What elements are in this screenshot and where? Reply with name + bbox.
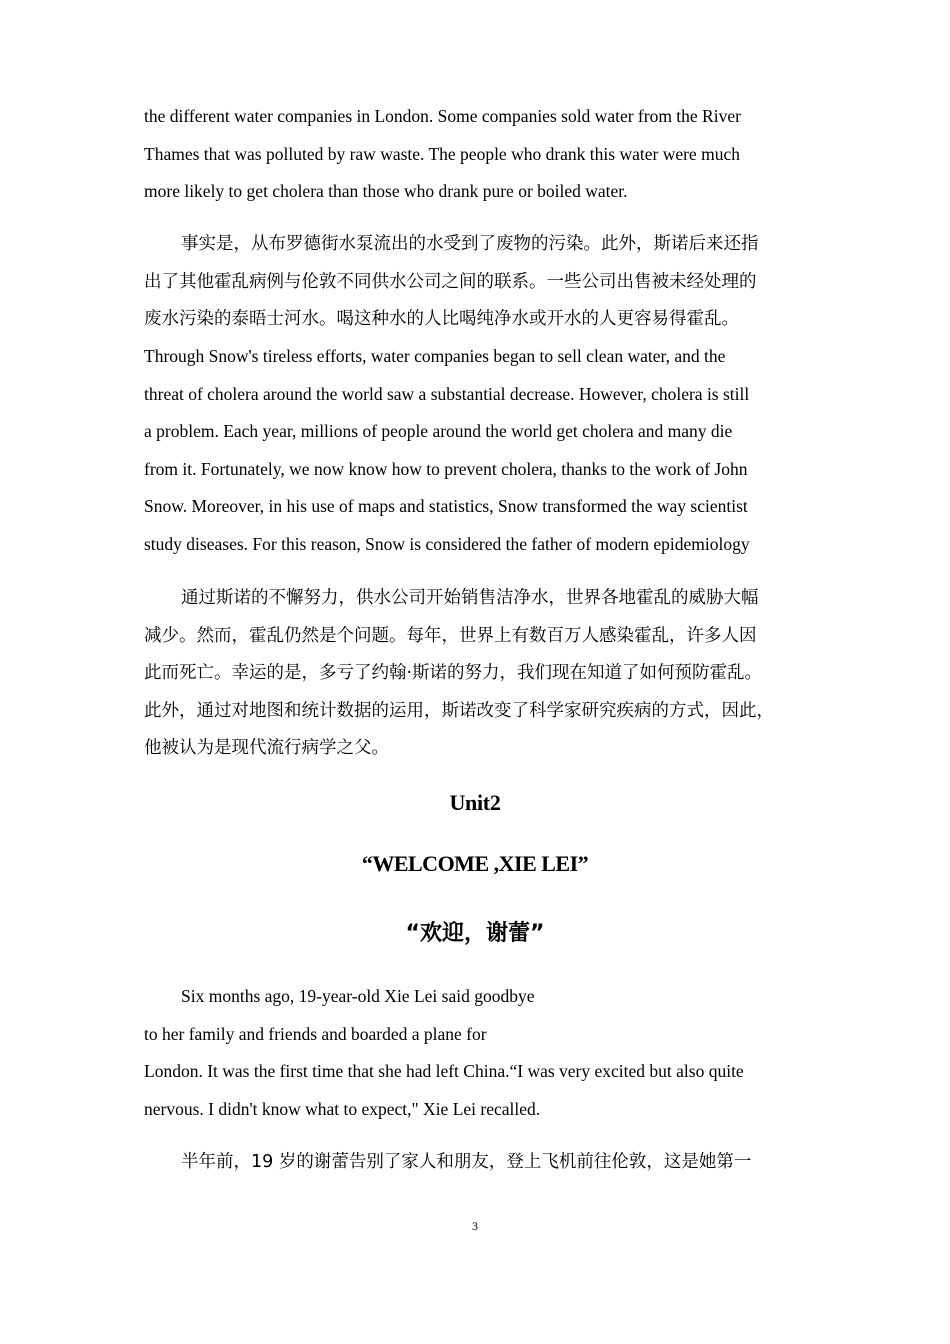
text-line: threat of cholera around the world saw a substantial decrease. However, cholera is still <box>144 383 750 404</box>
text-line: 此而死亡。幸运的是，多亏了约翰·斯诺的努力，我们现在知道了如何预防霍乱。 <box>144 663 763 683</box>
text-line: Through Snow's tireless efforts, water companies began to sell clean water, and the <box>144 346 726 366</box>
text-line: London. It was the first time that she had left China.“I was very excited but also quite <box>144 1061 744 1081</box>
text-line: 他被认为是现代流行病学之父。 <box>144 738 389 758</box>
text-line: 事实是，从布罗德街水泵流出的水受到了废物的污染。此外，斯诺后来还指 <box>181 234 759 254</box>
paragraph-zh-1 <box>144 226 814 339</box>
title-en: “WELCOME ,XIE LEI” <box>361 851 589 876</box>
text-line: Six months ago, 19-year-old Xie Lei said goodbye <box>181 986 535 1006</box>
text-line: 出了其他霍乱病例与伦敦不同供水公司之间的联系。一些公司出售被未经处理的 <box>144 271 757 292</box>
paragraph-zh-2 <box>144 580 814 768</box>
title-zh: “欢迎，谢蕾” <box>405 921 545 946</box>
text-line: 减少。然而，霍乱仍然是个问题。每年，世界上有数百万人感染霍乱，许多人因 <box>144 625 757 646</box>
text-line: more likely to get cholera than those who drank pure or boiled water. <box>144 181 628 201</box>
paragraph-en-3 <box>144 978 814 1128</box>
text-line: 半年前，19 岁的谢蕾告别了家人和朋友，登上飞机前往伦敦，这是她第一 <box>181 1152 752 1172</box>
paragraph-zh-3 <box>144 1144 814 1182</box>
text-line: nervous. I didn't know what to expect," Xie Lei recalled. <box>144 1098 541 1119</box>
text-line: 此外，通过对地图和统计数据的运用，斯诺改变了科学家研究疾病的方式，因此， <box>144 700 774 721</box>
text-line: study diseases. For this reason, Snow is considered the father of modern epidemiology <box>144 533 750 554</box>
text-line: Snow. Moreover, in his use of maps and statistics, Snow transformed the way scientist <box>144 496 748 516</box>
paragraph-en-2 <box>144 338 814 563</box>
text-line: 通过斯诺的不懈努力，供水公司开始销售洁净水，世界各地霍乱的威胁大幅 <box>181 588 759 608</box>
text-line: from it. Fortunately, we now know how to prevent cholera, thanks to the work of John <box>144 458 748 479</box>
text-line: to her family and friends and boarded a plane for <box>144 1023 487 1044</box>
text-line: the different water companies in London. Some companies sold water from the River <box>144 106 741 126</box>
text-line: 废水污染的泰晤士河水。喝这种水的人比喝纯净水或开水的人更容易得霍乱。 <box>144 309 739 329</box>
paragraph-en-1 <box>144 98 814 211</box>
page-number: 3 <box>472 1219 478 1233</box>
text-line: Thames that was polluted by raw waste. The people who drank this water were much <box>144 143 740 164</box>
text-line: a problem. Each year, millions of people around the world get cholera and many die <box>144 421 733 441</box>
unit-heading: Unit2 <box>449 790 501 815</box>
